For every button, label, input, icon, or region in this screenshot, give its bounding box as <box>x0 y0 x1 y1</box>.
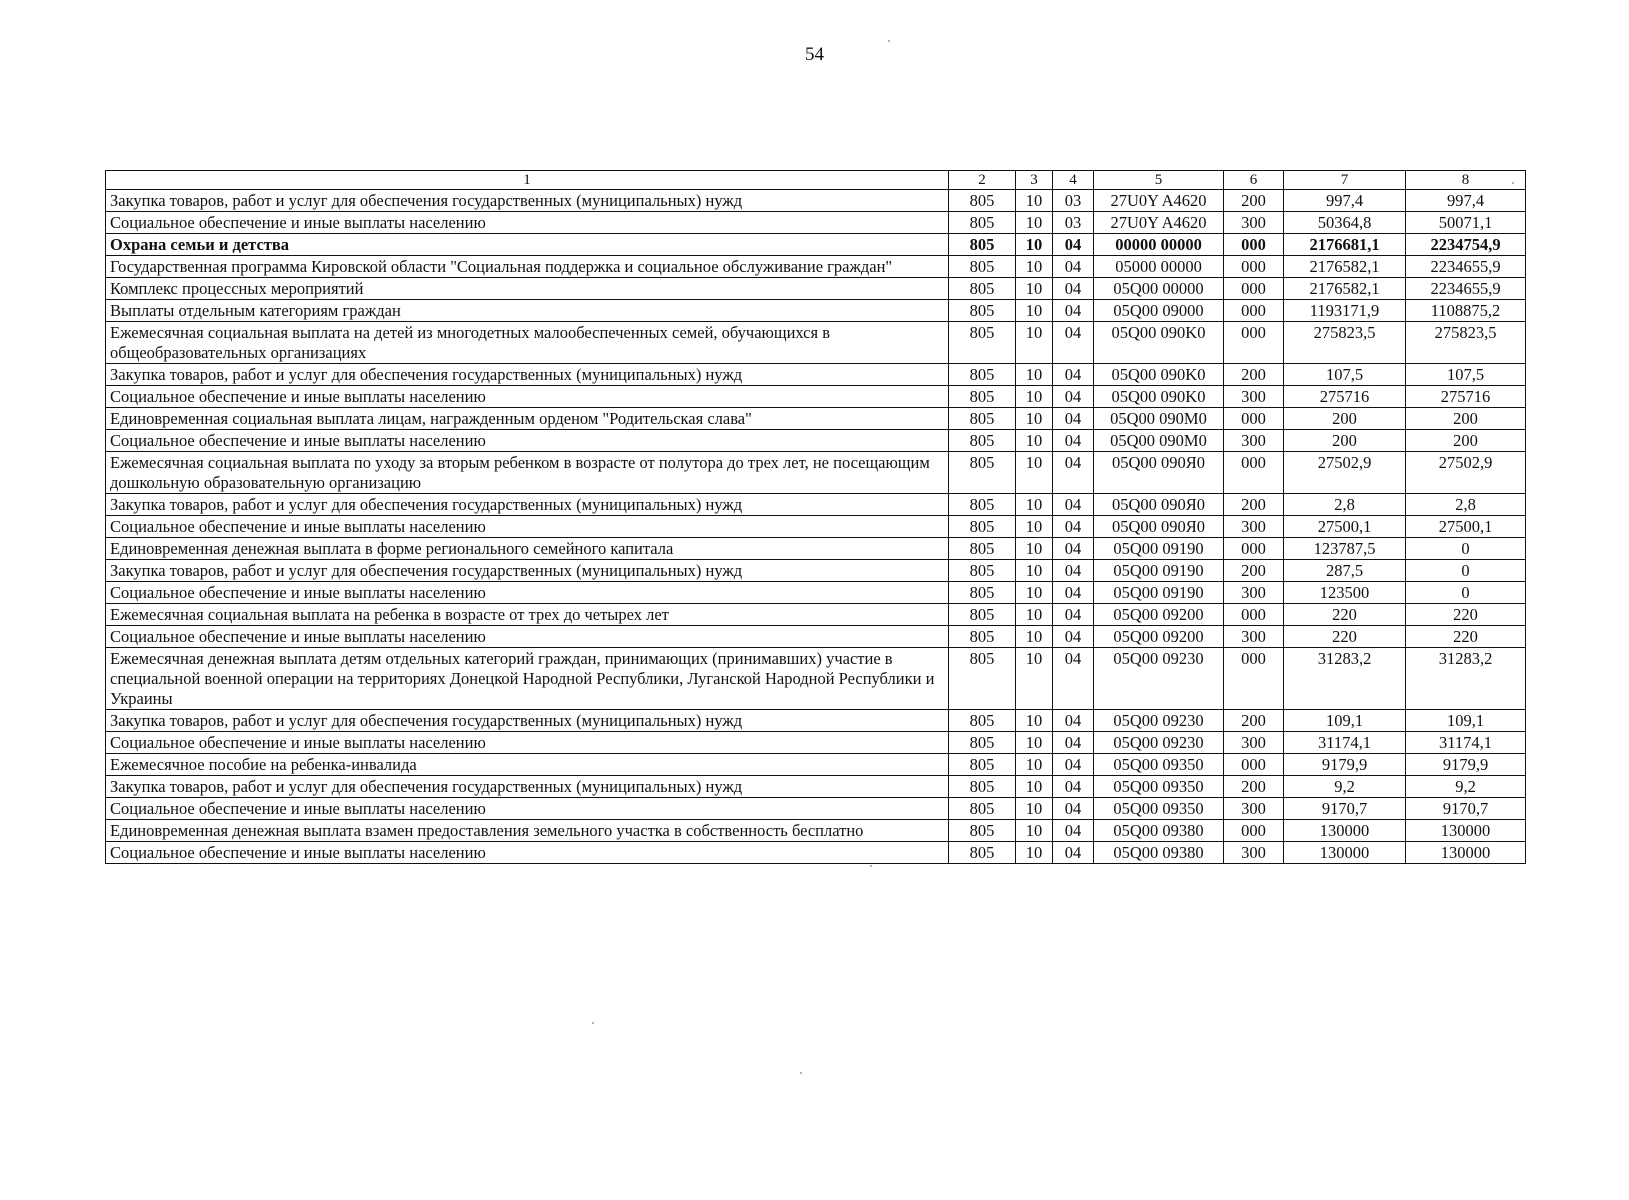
table-row <box>106 452 1526 494</box>
cell-ministry: 805 <box>949 538 1016 560</box>
cell-amount-col7: 997,4 <box>1284 190 1406 212</box>
cell-amount-col7: 9170,7 <box>1284 798 1406 820</box>
cell-name: Закупка товаров, работ и услуг для обеспечения государственных (муниципальных) нужд <box>106 560 949 582</box>
cell-name: Охрана семьи и детства <box>106 234 949 256</box>
cell-amount-col8: 2234655,9 <box>1406 256 1526 278</box>
cell-amount-col7: 1193171,9 <box>1284 300 1406 322</box>
cell-name: Социальное обеспечение и иные выплаты населению <box>106 386 949 408</box>
cell-amount-col7: 9179,9 <box>1284 754 1406 776</box>
cell-expense-type: 000 <box>1224 234 1284 256</box>
cell-section: 10 <box>1016 560 1053 582</box>
cell-section: 10 <box>1016 538 1053 560</box>
cell-amount-col8: 200 <box>1406 430 1526 452</box>
cell-amount-col8: 275716 <box>1406 386 1526 408</box>
cell-expense-type: 300 <box>1224 732 1284 754</box>
cell-amount-col8: 1108875,2 <box>1406 300 1526 322</box>
cell-name: Ежемесячная социальная выплата на ребенка в возрасте от трех до четырех лет <box>106 604 949 626</box>
cell-target-article: 05Q00 090Я0 <box>1094 516 1224 538</box>
cell-name: Ежемесячная социальная выплата по уходу за вторым ребенком в возрасте от полутора до трех лет, не посещающим дошкольную образовательную организацию <box>106 452 949 494</box>
cell-amount-col8: 27500,1 <box>1406 516 1526 538</box>
cell-amount-col8: 31174,1 <box>1406 732 1526 754</box>
table-row <box>106 212 1526 234</box>
cell-amount-col8: 2234655,9 <box>1406 278 1526 300</box>
cell-target-article: 05Q00 09000 <box>1094 300 1224 322</box>
cell-name: Социальное обеспечение и иные выплаты населению <box>106 798 949 820</box>
cell-expense-type: 000 <box>1224 322 1284 364</box>
scan-speck <box>800 1072 802 1074</box>
cell-target-article: 27U0Y A4620 <box>1094 190 1224 212</box>
cell-subsection: 04 <box>1053 582 1094 604</box>
cell-ministry: 805 <box>949 710 1016 732</box>
header-cell-2: 2 <box>949 171 1016 190</box>
cell-section: 10 <box>1016 798 1053 820</box>
cell-name: Социальное обеспечение и иные выплаты населению <box>106 212 949 234</box>
table-row <box>106 732 1526 754</box>
cell-amount-col7: 50364,8 <box>1284 212 1406 234</box>
cell-amount-col8: 27502,9 <box>1406 452 1526 494</box>
cell-amount-col8: 275823,5 <box>1406 322 1526 364</box>
cell-amount-col8: 109,1 <box>1406 710 1526 732</box>
cell-expense-type: 300 <box>1224 582 1284 604</box>
cell-ministry: 805 <box>949 798 1016 820</box>
cell-subsection: 04 <box>1053 278 1094 300</box>
cell-amount-col7: 275823,5 <box>1284 322 1406 364</box>
cell-subsection: 04 <box>1053 300 1094 322</box>
cell-amount-col8: 0 <box>1406 538 1526 560</box>
table-row <box>106 538 1526 560</box>
cell-target-article: 05Q00 090M0 <box>1094 430 1224 452</box>
cell-name: Ежемесячное пособие на ребенка-инвалида <box>106 754 949 776</box>
cell-amount-col7: 107,5 <box>1284 364 1406 386</box>
cell-section: 10 <box>1016 494 1053 516</box>
cell-section: 10 <box>1016 190 1053 212</box>
cell-expense-type: 200 <box>1224 494 1284 516</box>
cell-amount-col8: 220 <box>1406 604 1526 626</box>
cell-expense-type: 000 <box>1224 256 1284 278</box>
cell-subsection: 04 <box>1053 754 1094 776</box>
cell-amount-col7: 9,2 <box>1284 776 1406 798</box>
cell-name: Единовременная социальная выплата лицам, награжденным орденом "Родительская слава" <box>106 408 949 430</box>
cell-target-article: 05Q00 09200 <box>1094 604 1224 626</box>
cell-section: 10 <box>1016 364 1053 386</box>
cell-section: 10 <box>1016 626 1053 648</box>
table-row <box>106 190 1526 212</box>
header-cell-4: 4 <box>1053 171 1094 190</box>
cell-target-article: 05Q00 090K0 <box>1094 386 1224 408</box>
cell-target-article: 05Q00 09230 <box>1094 648 1224 710</box>
cell-ministry: 805 <box>949 820 1016 842</box>
cell-target-article: 05Q00 09200 <box>1094 626 1224 648</box>
cell-amount-col8: 200 <box>1406 408 1526 430</box>
cell-section: 10 <box>1016 648 1053 710</box>
cell-amount-col7: 2176582,1 <box>1284 278 1406 300</box>
cell-section: 10 <box>1016 212 1053 234</box>
cell-expense-type: 300 <box>1224 798 1284 820</box>
cell-subsection: 04 <box>1053 408 1094 430</box>
cell-section: 10 <box>1016 842 1053 864</box>
table-row <box>106 256 1526 278</box>
cell-amount-col7: 130000 <box>1284 820 1406 842</box>
cell-target-article: 05Q00 09230 <box>1094 710 1224 732</box>
cell-subsection: 04 <box>1053 386 1094 408</box>
cell-target-article: 05000 00000 <box>1094 256 1224 278</box>
cell-target-article: 05Q00 09190 <box>1094 582 1224 604</box>
cell-ministry: 805 <box>949 494 1016 516</box>
cell-section: 10 <box>1016 820 1053 842</box>
table-row <box>106 278 1526 300</box>
cell-amount-col7: 220 <box>1284 626 1406 648</box>
table-row <box>106 842 1526 864</box>
cell-subsection: 04 <box>1053 234 1094 256</box>
cell-amount-col7: 200 <box>1284 408 1406 430</box>
cell-target-article: 05Q00 09350 <box>1094 776 1224 798</box>
cell-subsection: 04 <box>1053 776 1094 798</box>
cell-section: 10 <box>1016 776 1053 798</box>
header-cell-1: 1 <box>106 171 949 190</box>
cell-expense-type: 300 <box>1224 842 1284 864</box>
cell-name: Закупка товаров, работ и услуг для обеспечения государственных (муниципальных) нужд <box>106 364 949 386</box>
cell-amount-col7: 123787,5 <box>1284 538 1406 560</box>
cell-subsection: 04 <box>1053 604 1094 626</box>
cell-section: 10 <box>1016 386 1053 408</box>
table-row <box>106 820 1526 842</box>
cell-name: Социальное обеспечение и иные выплаты населению <box>106 582 949 604</box>
cell-ministry: 805 <box>949 560 1016 582</box>
cell-name: Закупка товаров, работ и услуг для обеспечения государственных (муниципальных) нужд <box>106 494 949 516</box>
cell-expense-type: 200 <box>1224 364 1284 386</box>
header-cell-3: 3 <box>1016 171 1053 190</box>
cell-subsection: 04 <box>1053 560 1094 582</box>
cell-expense-type: 000 <box>1224 754 1284 776</box>
cell-expense-type: 300 <box>1224 516 1284 538</box>
cell-ministry: 805 <box>949 408 1016 430</box>
cell-target-article: 27U0Y A4620 <box>1094 212 1224 234</box>
cell-ministry: 805 <box>949 300 1016 322</box>
cell-section: 10 <box>1016 278 1053 300</box>
cell-amount-col8: 31283,2 <box>1406 648 1526 710</box>
cell-subsection: 03 <box>1053 212 1094 234</box>
cell-section: 10 <box>1016 408 1053 430</box>
table-row <box>106 364 1526 386</box>
cell-expense-type: 200 <box>1224 710 1284 732</box>
cell-target-article: 05Q00 090Я0 <box>1094 452 1224 494</box>
cell-amount-col7: 130000 <box>1284 842 1406 864</box>
cell-amount-col7: 2176681,1 <box>1284 234 1406 256</box>
cell-amount-col8: 2,8 <box>1406 494 1526 516</box>
cell-subsection: 04 <box>1053 842 1094 864</box>
cell-name: Закупка товаров, работ и услуг для обеспечения государственных (муниципальных) нужд <box>106 776 949 798</box>
table-row <box>106 430 1526 452</box>
cell-amount-col8: 9170,7 <box>1406 798 1526 820</box>
cell-section: 10 <box>1016 710 1053 732</box>
cell-section: 10 <box>1016 516 1053 538</box>
header-cell-7: 7 <box>1284 171 1406 190</box>
cell-subsection: 04 <box>1053 452 1094 494</box>
cell-target-article: 05Q00 090M0 <box>1094 408 1224 430</box>
cell-name: Единовременная денежная выплата в форме регионального семейного капитала <box>106 538 949 560</box>
cell-subsection: 04 <box>1053 256 1094 278</box>
cell-subsection: 04 <box>1053 820 1094 842</box>
cell-expense-type: 000 <box>1224 820 1284 842</box>
cell-amount-col7: 109,1 <box>1284 710 1406 732</box>
cell-section: 10 <box>1016 452 1053 494</box>
scan-speck <box>870 865 872 867</box>
cell-target-article: 05Q00 09380 <box>1094 820 1224 842</box>
cell-subsection: 04 <box>1053 626 1094 648</box>
cell-expense-type: 200 <box>1224 776 1284 798</box>
cell-name: Социальное обеспечение и иные выплаты населению <box>106 626 949 648</box>
cell-target-article: 05Q00 09190 <box>1094 560 1224 582</box>
cell-ministry: 805 <box>949 430 1016 452</box>
cell-ministry: 805 <box>949 648 1016 710</box>
cell-amount-col7: 27500,1 <box>1284 516 1406 538</box>
table-row <box>106 516 1526 538</box>
cell-name: Ежемесячная денежная выплата детям отдельных категорий граждан, принимающих (принимавших) участие в специальной военной операции на территориях Донецкой Народной Республики, Луганской Народной Республики и Украины <box>106 648 949 710</box>
cell-name: Выплаты отдельным категориям граждан <box>106 300 949 322</box>
cell-amount-col8: 220 <box>1406 626 1526 648</box>
table-row <box>106 604 1526 626</box>
cell-subsection: 04 <box>1053 430 1094 452</box>
cell-section: 10 <box>1016 754 1053 776</box>
cell-amount-col7: 123500 <box>1284 582 1406 604</box>
cell-amount-col8: 997,4 <box>1406 190 1526 212</box>
table-row <box>106 300 1526 322</box>
cell-name: Социальное обеспечение и иные выплаты населению <box>106 430 949 452</box>
table-row <box>106 494 1526 516</box>
cell-expense-type: 300 <box>1224 212 1284 234</box>
cell-ministry: 805 <box>949 842 1016 864</box>
cell-amount-col7: 31283,2 <box>1284 648 1406 710</box>
cell-amount-col7: 275716 <box>1284 386 1406 408</box>
cell-ministry: 805 <box>949 754 1016 776</box>
header-cell-8: 8 <box>1406 171 1526 190</box>
cell-ministry: 805 <box>949 604 1016 626</box>
cell-amount-col7: 2176582,1 <box>1284 256 1406 278</box>
cell-expense-type: 300 <box>1224 386 1284 408</box>
cell-amount-col8: 50071,1 <box>1406 212 1526 234</box>
table-body <box>106 171 1526 864</box>
cell-expense-type: 000 <box>1224 300 1284 322</box>
cell-ministry: 805 <box>949 212 1016 234</box>
cell-expense-type: 000 <box>1224 408 1284 430</box>
cell-section: 10 <box>1016 604 1053 626</box>
page-number: 54 <box>805 44 824 65</box>
cell-amount-col8: 9,2 <box>1406 776 1526 798</box>
cell-ministry: 805 <box>949 364 1016 386</box>
cell-amount-col8: 9179,9 <box>1406 754 1526 776</box>
cell-ministry: 805 <box>949 256 1016 278</box>
cell-expense-type: 200 <box>1224 560 1284 582</box>
cell-target-article: 05Q00 09380 <box>1094 842 1224 864</box>
cell-amount-col7: 2,8 <box>1284 494 1406 516</box>
cell-name: Государственная программа Кировской области "Социальная поддержка и социальное обслуживание граждан" <box>106 256 949 278</box>
cell-name: Комплекс процессных мероприятий <box>106 278 949 300</box>
cell-subsection: 04 <box>1053 732 1094 754</box>
cell-subsection: 04 <box>1053 322 1094 364</box>
cell-amount-col7: 220 <box>1284 604 1406 626</box>
table-row <box>106 776 1526 798</box>
cell-name: Закупка товаров, работ и услуг для обеспечения государственных (муниципальных) нужд <box>106 190 949 212</box>
cell-subsection: 04 <box>1053 798 1094 820</box>
cell-name: Социальное обеспечение и иные выплаты населению <box>106 842 949 864</box>
cell-amount-col7: 31174,1 <box>1284 732 1406 754</box>
cell-amount-col8: 130000 <box>1406 842 1526 864</box>
budget-table <box>105 170 1526 864</box>
cell-expense-type: 000 <box>1224 278 1284 300</box>
table-row <box>106 626 1526 648</box>
cell-target-article: 05Q00 09350 <box>1094 798 1224 820</box>
table-row <box>106 560 1526 582</box>
cell-target-article: 05Q00 09350 <box>1094 754 1224 776</box>
cell-target-article: 05Q00 090K0 <box>1094 322 1224 364</box>
cell-subsection: 04 <box>1053 538 1094 560</box>
cell-section: 10 <box>1016 322 1053 364</box>
cell-subsection: 04 <box>1053 494 1094 516</box>
table-row <box>106 582 1526 604</box>
cell-amount-col8: 0 <box>1406 560 1526 582</box>
cell-ministry: 805 <box>949 386 1016 408</box>
table-row <box>106 322 1526 364</box>
cell-amount-col8: 130000 <box>1406 820 1526 842</box>
table-row <box>106 798 1526 820</box>
header-row <box>106 171 1526 190</box>
cell-expense-type: 000 <box>1224 452 1284 494</box>
scan-speck <box>592 1022 594 1024</box>
cell-section: 10 <box>1016 430 1053 452</box>
cell-amount-col7: 200 <box>1284 430 1406 452</box>
cell-target-article: 05Q00 09190 <box>1094 538 1224 560</box>
cell-expense-type: 300 <box>1224 626 1284 648</box>
table-row <box>106 710 1526 732</box>
cell-ministry: 805 <box>949 278 1016 300</box>
cell-subsection: 04 <box>1053 364 1094 386</box>
cell-target-article: 00000 00000 <box>1094 234 1224 256</box>
cell-ministry: 805 <box>949 322 1016 364</box>
cell-subsection: 03 <box>1053 190 1094 212</box>
cell-name: Социальное обеспечение и иные выплаты населению <box>106 516 949 538</box>
cell-ministry: 805 <box>949 732 1016 754</box>
scan-speck <box>888 40 890 42</box>
cell-expense-type: 300 <box>1224 430 1284 452</box>
cell-amount-col8: 0 <box>1406 582 1526 604</box>
cell-section: 10 <box>1016 582 1053 604</box>
cell-ministry: 805 <box>949 190 1016 212</box>
cell-subsection: 04 <box>1053 516 1094 538</box>
table-row <box>106 234 1526 256</box>
cell-amount-col7: 287,5 <box>1284 560 1406 582</box>
header-cell-5: 5 <box>1094 171 1224 190</box>
cell-section: 10 <box>1016 256 1053 278</box>
cell-subsection: 04 <box>1053 648 1094 710</box>
table-row <box>106 754 1526 776</box>
cell-ministry: 805 <box>949 234 1016 256</box>
cell-subsection: 04 <box>1053 710 1094 732</box>
cell-name: Единовременная денежная выплата взамен предоставления земельного участка в собственность бесплатно <box>106 820 949 842</box>
cell-amount-col7: 27502,9 <box>1284 452 1406 494</box>
cell-ministry: 805 <box>949 626 1016 648</box>
cell-ministry: 805 <box>949 516 1016 538</box>
cell-ministry: 805 <box>949 582 1016 604</box>
cell-section: 10 <box>1016 300 1053 322</box>
cell-name: Закупка товаров, работ и услуг для обеспечения государственных (муниципальных) нужд <box>106 710 949 732</box>
cell-target-article: 05Q00 00000 <box>1094 278 1224 300</box>
table-row <box>106 386 1526 408</box>
cell-name: Социальное обеспечение и иные выплаты населению <box>106 732 949 754</box>
cell-name: Ежемесячная социальная выплата на детей из многодетных малообеспеченных семей, обучающихся в общеобразовательных организациях <box>106 322 949 364</box>
table-row <box>106 648 1526 710</box>
cell-expense-type: 200 <box>1224 190 1284 212</box>
cell-target-article: 05Q00 09230 <box>1094 732 1224 754</box>
cell-amount-col8: 2234754,9 <box>1406 234 1526 256</box>
header-cell-6: 6 <box>1224 171 1284 190</box>
cell-expense-type: 000 <box>1224 538 1284 560</box>
cell-ministry: 805 <box>949 776 1016 798</box>
cell-expense-type: 000 <box>1224 604 1284 626</box>
cell-target-article: 05Q00 090K0 <box>1094 364 1224 386</box>
table-row <box>106 408 1526 430</box>
cell-expense-type: 000 <box>1224 648 1284 710</box>
cell-target-article: 05Q00 090Я0 <box>1094 494 1224 516</box>
cell-ministry: 805 <box>949 452 1016 494</box>
cell-amount-col8: 107,5 <box>1406 364 1526 386</box>
cell-section: 10 <box>1016 234 1053 256</box>
cell-section: 10 <box>1016 732 1053 754</box>
